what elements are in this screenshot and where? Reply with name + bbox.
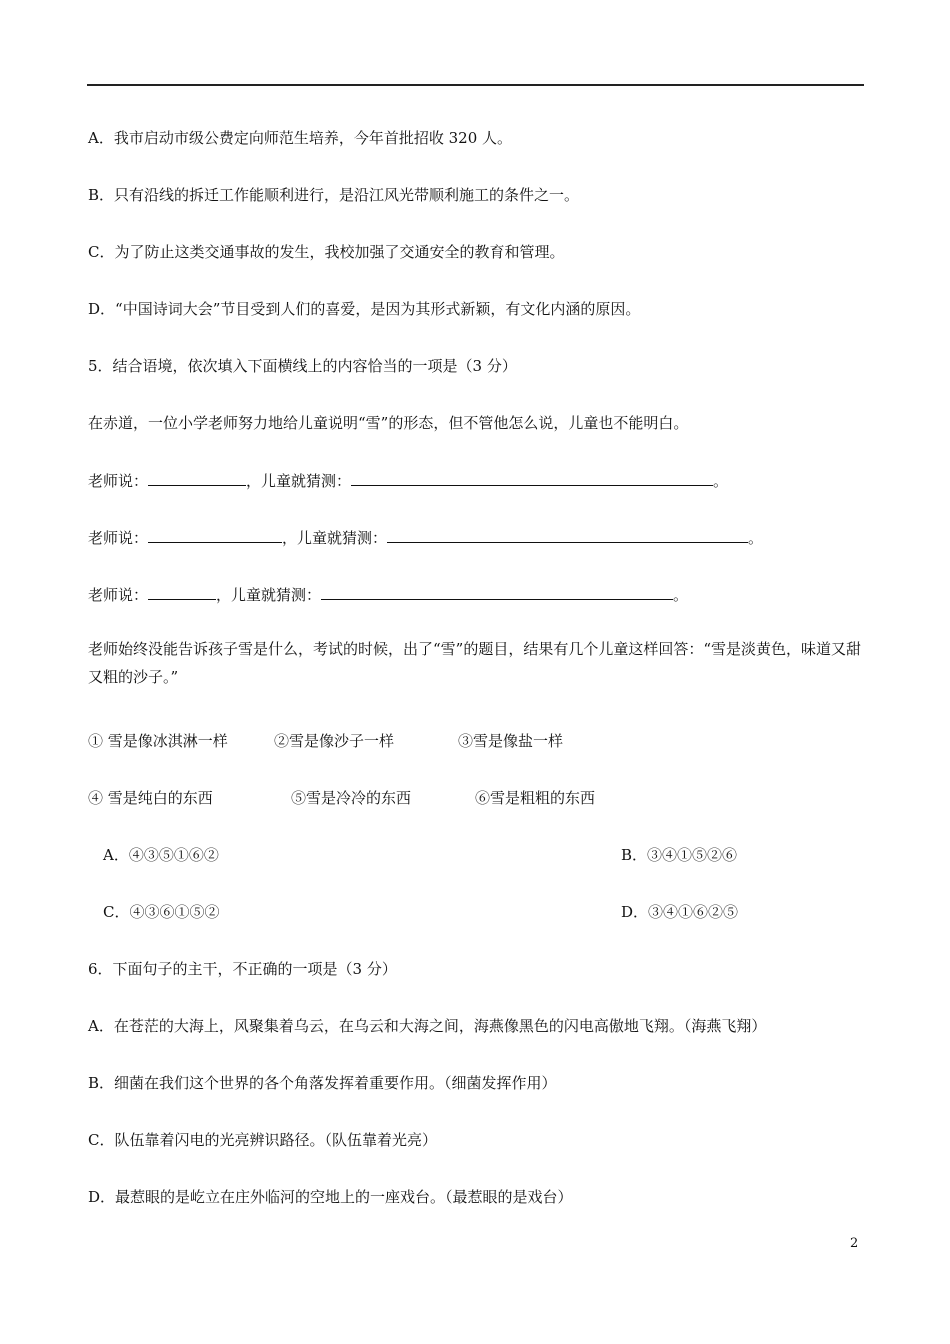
blank-child-3 (321, 584, 673, 600)
child-label: ，儿童就猜测： (282, 529, 388, 547)
teacher-label: 老师说： (88, 586, 149, 604)
teacher-label: 老师说： (88, 529, 149, 547)
q5-passage-end: 老师始终没能告诉孩子雪是什么，考试的时候，出了“雪”的题目，结果有几个儿童这样回答：“雪是淡黄色，味道又甜又粗的沙子。” (88, 640, 862, 686)
q5-stem: 5．结合语境，依次填入下面横线上的内容恰当的一项是（3 分） (88, 357, 517, 375)
q5-choice-a: A．④③⑤①⑥② (103, 846, 219, 864)
period: 。 (673, 586, 689, 604)
q5-fill-line-3 (88, 584, 688, 605)
period: 。 (713, 472, 729, 490)
period: 。 (748, 529, 764, 547)
blank-teacher-3 (148, 584, 216, 600)
q5-item-4: ④ 雪是纯白的东西 (88, 789, 213, 807)
blank-teacher-1 (148, 470, 246, 486)
q5-fill-line-1 (88, 470, 728, 491)
q6-option-a: A．在苍茫的大海上，风聚集着乌云，在乌云和大海之间，海燕像黑色的闪电高傲地飞翔。（海燕飞翔） (88, 1017, 767, 1035)
q4-option-a: A．我市启动市级公费定向师范生培养，今年首批招收 320 人。 (88, 129, 513, 147)
blank-teacher-2 (148, 527, 282, 543)
q5-choice-d: D．③④①⑥②⑤ (621, 903, 739, 921)
page-number: 2 (850, 1236, 859, 1251)
q5-item-5: ⑤雪是冷冷的东西 (291, 789, 412, 807)
q5-fill-line-2 (88, 527, 763, 548)
q5-passage-intro: 在赤道，一位小学老师努力地给儿童说明“雪”的形态，但不管他怎么说，儿童也不能明白。 (88, 414, 689, 432)
q5-item-2: ②雪是像沙子一样 (274, 732, 395, 750)
q5-item-6: ⑥雪是粗粗的东西 (475, 789, 596, 807)
q6-option-b: B．细菌在我们这个世界的各个角落发挥着重要作用。（细菌发挥作用） (88, 1074, 557, 1092)
child-label: ，儿童就猜测： (246, 472, 352, 490)
blank-child-2 (387, 527, 748, 543)
q4-option-d: D．“中国诗词大会”节目受到人们的喜爱，是因为其形式新颖，有文化内涵的原因。 (88, 300, 641, 318)
q4-option-c: C．为了防止这类交通事故的发生，我校加强了交通安全的教育和管理。 (88, 243, 565, 261)
q5-item-1: ① 雪是像冰淇淋一样 (88, 732, 228, 750)
q6-option-c: C．队伍靠着闪电的光亮辨识路径。（队伍靠着光亮） (88, 1131, 437, 1149)
header-rule (87, 84, 864, 86)
q5-choice-c: C．④③⑥①⑤② (103, 903, 220, 921)
child-label: ，儿童就猜测： (216, 586, 322, 604)
blank-child-1 (351, 470, 713, 486)
teacher-label: 老师说： (88, 472, 149, 490)
q5-choice-b: B．③④①⑤②⑥ (621, 846, 738, 864)
q6-option-d: D．最惹眼的是屹立在庄外临河的空地上的一座戏台。（最惹眼的是戏台） (88, 1188, 573, 1206)
q5-item-3: ③雪是像盐一样 (458, 732, 564, 750)
q6-stem: 6．下面句子的主干，不正确的一项是（3 分） (88, 960, 397, 978)
q4-option-b: B．只有沿线的拆迁工作能顺利进行，是沿江风光带顺利施工的条件之一。 (88, 186, 580, 204)
